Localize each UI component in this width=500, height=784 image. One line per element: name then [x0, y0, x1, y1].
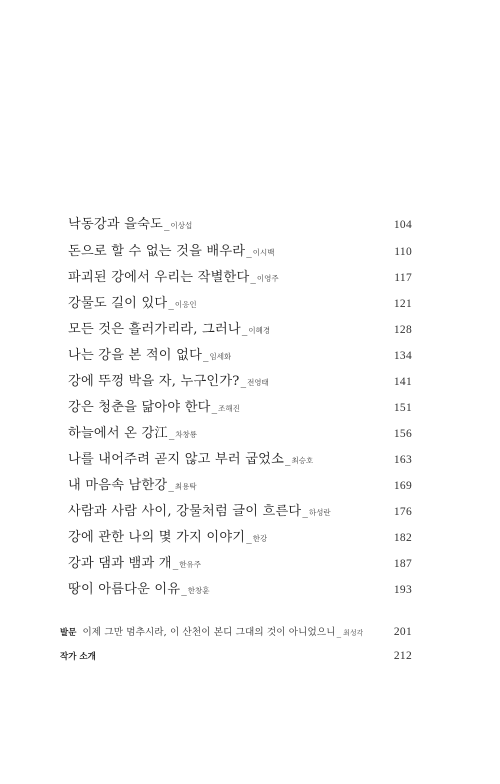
entry-author: 하성란: [308, 508, 331, 517]
entry-title: 나를 내어주려 곧지 않고 부러 굽었소: [68, 452, 285, 467]
toc-entry-text: [68, 422, 197, 441]
toc-entry[interactable]: [68, 422, 412, 446]
afterword-label: 발문: [60, 628, 77, 638]
toc-entry-text: [68, 370, 269, 389]
entry-page-number: 182: [393, 532, 412, 544]
toc-entry[interactable]: [68, 318, 412, 342]
entry-author: 이혜경: [248, 326, 271, 335]
toc-entry-text: [68, 213, 192, 232]
entry-title: 땅이 아름다운 이유: [68, 582, 181, 597]
toc-entry[interactable]: [68, 474, 412, 498]
toc-entry-text: [68, 448, 313, 467]
entry-page-number: 151: [393, 402, 412, 414]
entry-dash: _: [250, 271, 256, 284]
toc-entry[interactable]: [68, 396, 412, 420]
entry-title: 돈으로 할 수 없는 것을 배우라: [68, 244, 246, 259]
entry-page-number: 163: [393, 454, 412, 466]
toc-entry-text: [68, 500, 331, 519]
authors-intro-page-number: 212: [393, 650, 412, 662]
entry-dash: _: [168, 427, 175, 440]
entry-page-number: 104: [393, 219, 412, 231]
entry-title: 내 마음속 남한강: [68, 478, 168, 493]
entry-page-number: 169: [393, 480, 412, 492]
entry-title: 강물도 길이 있다: [68, 296, 168, 311]
afterword-dash: _: [336, 628, 342, 638]
entry-author: 한강: [252, 534, 268, 543]
entry-author: 이시백: [252, 248, 275, 257]
toc-entry[interactable]: [68, 240, 412, 264]
entry-page-number: 128: [393, 324, 412, 336]
entry-page-number: 134: [393, 350, 412, 362]
entry-dash: _: [246, 531, 252, 544]
toc-entry[interactable]: [68, 448, 412, 472]
entry-page-number: 121: [393, 298, 412, 310]
entry-page-number: 156: [393, 428, 412, 440]
entry-page-number: 141: [393, 376, 412, 388]
entry-page-number: 187: [393, 558, 412, 570]
entry-title: 강은 청춘을 닮아야 한다: [68, 400, 211, 415]
entry-title: 파괴된 강에서 우리는 작별한다: [68, 270, 250, 285]
entry-dash: _: [240, 375, 247, 388]
toc-entry-text: [68, 344, 231, 363]
authors-intro-label: 작가 소개: [60, 652, 96, 662]
entry-title: 모든 것은 흘러가리라, 그러나: [68, 322, 241, 337]
entry-author: 이응인: [174, 300, 197, 309]
entry-title: 사람과 사람 사이, 강물처럼 글이 흐른다: [68, 504, 302, 519]
toc-entry[interactable]: [68, 213, 412, 237]
toc-entry[interactable]: [68, 266, 412, 290]
entry-author: 한창훈: [187, 586, 210, 595]
toc-entry-text: [68, 396, 240, 415]
entry-author: 이상섭: [170, 221, 193, 230]
toc-authors-intro[interactable]: [60, 650, 412, 670]
toc-entry[interactable]: [68, 578, 412, 602]
entry-author: 차창룡: [175, 430, 198, 439]
entry-page-number: 117: [394, 272, 412, 284]
toc-entry-text: [68, 474, 197, 493]
entry-page-number: 193: [393, 584, 412, 596]
entry-author: 임세화: [209, 352, 232, 361]
toc-entry-text: [68, 552, 201, 571]
toc-entry-text: [68, 266, 279, 285]
entry-dash: _: [241, 323, 248, 336]
toc-entry-text: [68, 292, 197, 311]
toc-entry[interactable]: [68, 292, 412, 316]
entry-title: 강에 관한 나의 몇 가지 이야기: [68, 530, 246, 545]
toc-entry[interactable]: [68, 344, 412, 368]
afterword-title: 이제 그만 멈추시라, 이 산천이 본디 그대의 것이 아니었으니: [82, 627, 336, 638]
entry-title: 강에 뚜껑 박을 자, 누구인가?: [68, 374, 240, 389]
entry-dash: _: [203, 349, 209, 362]
entry-dash: _: [181, 583, 187, 596]
entry-dash: _: [172, 557, 179, 570]
entry-author: 한유주: [179, 560, 201, 569]
entry-author: 조해진: [218, 404, 240, 413]
toc-entry-text: [68, 240, 274, 259]
entry-title: 낙동강과 을숙도: [68, 217, 163, 232]
toc-entry[interactable]: [68, 370, 412, 394]
entry-dash: _: [285, 453, 291, 466]
afterword-text: [60, 624, 363, 638]
toc-entry-text: [68, 318, 270, 337]
toc-entry-text: [68, 578, 210, 597]
entry-title: 나는 강을 본 적이 없다: [68, 348, 203, 363]
entry-author: 이영주: [256, 274, 279, 283]
entry-author: 전영태: [247, 378, 269, 387]
toc-afterword[interactable]: [60, 624, 412, 644]
toc-entry[interactable]: [68, 500, 412, 524]
afterword-page-number: 201: [393, 626, 412, 638]
entry-dash: _: [163, 218, 170, 231]
entry-title: 하늘에서 온 강江: [68, 426, 168, 441]
entry-dash: _: [168, 297, 174, 310]
afterword-author: 최성각: [343, 629, 364, 637]
entry-title: 강과 댐과 뱀과 개: [68, 556, 172, 571]
entry-dash: _: [168, 479, 174, 492]
entry-author: 최승호: [291, 456, 314, 465]
entry-author: 최용탁: [174, 482, 197, 491]
entry-dash: _: [211, 401, 218, 414]
entry-page-number: 110: [394, 246, 412, 258]
toc-entry[interactable]: [68, 526, 412, 550]
entry-dash: _: [302, 505, 308, 518]
toc-entry[interactable]: [68, 552, 412, 576]
entry-page-number: 176: [393, 506, 412, 518]
entry-dash: _: [246, 245, 252, 258]
toc-entry-text: [68, 526, 267, 545]
